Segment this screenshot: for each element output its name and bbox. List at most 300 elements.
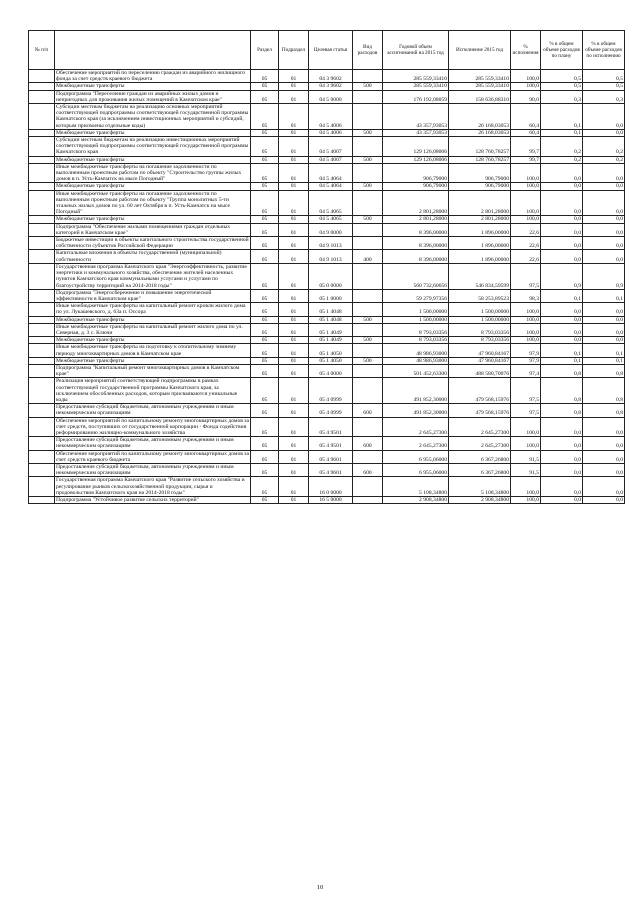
cell-expense-type: 400 — [353, 250, 383, 263]
cell-expense-type — [353, 344, 383, 357]
cell-name: Подпрограмма "Энергосбережение и повышение энергетической эффективности в Камчатском крае" — [55, 289, 251, 302]
cell-execution-percent: 98,3 — [511, 289, 541, 302]
cell-name: Государственная программа Камчатского края "Развитие сельского хозяйства и регулирование рынков сельскохозяйственной продукции, сырья и продовольствия Камчатского края на 2014-2018 годы" — [55, 477, 251, 497]
table-row — [29, 183, 625, 190]
cell-annual-allocation: 48 986,93000 — [383, 344, 449, 357]
cell-expense-type — [353, 450, 383, 463]
header-annual-allocation: Годовой объем ассигнований на 2015 год — [383, 31, 449, 70]
cell-annual-allocation: 560 732,60656 — [383, 263, 449, 289]
cell-num — [29, 156, 55, 163]
cell-num — [29, 90, 55, 103]
table-row — [29, 156, 625, 163]
cell-expense-type: 500 — [353, 156, 383, 163]
cell-razdel: 05 — [251, 337, 279, 344]
cell-name: Предоставление субсидий бюджетным, автономным учреждениям и иным некоммерческим организациям — [55, 463, 251, 476]
cell-podrazdel: 01 — [279, 156, 309, 163]
cell-execution-percent: 100,0 — [511, 337, 541, 344]
cell-name: Государственная программа Камчатского края "Энергоэффективность, развитие энергетики и коммунального хозяйства, обеспечение жителей населенных пунктов Камчатского края коммунальными услугами и услугами по благоустройству территорий на 2014-2018 годы" — [55, 263, 251, 289]
cell-annual-allocation: 491 852,30000 — [383, 404, 449, 417]
cell-expense-type: 500 — [353, 357, 383, 364]
cell-expense-type: 500 — [353, 216, 383, 223]
cell-share-execution: 0,0 — [583, 104, 625, 130]
cell-razdel: 05 — [251, 83, 279, 90]
cell-execution-percent: 90,0 — [511, 90, 541, 103]
cell-share-plan: 0,0 — [541, 183, 583, 190]
cell-share-plan: 0,8 — [541, 404, 583, 417]
cell-execution-percent: 99,7 — [511, 137, 541, 157]
table-row — [29, 316, 625, 323]
cell-execution: 128 760,78257 — [449, 137, 511, 157]
cell-num — [29, 83, 55, 90]
cell-razdel: 05 — [251, 137, 279, 157]
cell-share-plan: 0,2 — [541, 156, 583, 163]
cell-razdel: 05 — [251, 104, 279, 130]
table-row — [29, 83, 625, 90]
cell-target-article: 05 4 9501 — [309, 417, 353, 437]
table-row — [29, 90, 625, 103]
cell-target-article: 04 5 4006 — [309, 129, 353, 136]
cell-target-article: 05 1 4050 — [309, 344, 353, 357]
table-row — [29, 477, 625, 497]
cell-annual-allocation: 6 955,06000 — [383, 450, 449, 463]
cell-execution: 546 834,59599 — [449, 263, 511, 289]
cell-execution-percent: 60,4 — [511, 129, 541, 136]
cell-podrazdel: 01 — [279, 303, 309, 316]
cell-share-execution: 0,1 — [583, 344, 625, 357]
cell-podrazdel: 01 — [279, 437, 309, 450]
cell-razdel: 05 — [251, 90, 279, 103]
cell-podrazdel: 01 — [279, 263, 309, 289]
budget-table — [28, 30, 625, 504]
cell-execution: 1 896,00000 — [449, 237, 511, 250]
cell-annual-allocation: 491 852,30000 — [383, 378, 449, 404]
cell-share-execution: 0,1 — [583, 289, 625, 302]
cell-share-plan: 0,0 — [541, 216, 583, 223]
cell-execution-percent: 91,5 — [511, 450, 541, 463]
cell-execution: 2 645,27300 — [449, 437, 511, 450]
header-execution: Исполнение 2015 год — [449, 31, 511, 70]
cell-annual-allocation: 906,79000 — [383, 163, 449, 183]
cell-share-execution: 0,0 — [583, 223, 625, 236]
table-row — [29, 364, 625, 377]
cell-name: Межбюджетные трансферты — [55, 83, 251, 90]
cell-annual-allocation: 2 645,27300 — [383, 437, 449, 450]
cell-share-execution: 0,8 — [583, 378, 625, 404]
cell-podrazdel: 01 — [279, 323, 309, 336]
cell-name: Субсидии местным бюджетам на реализацию основных мероприятий соответствующей подпрограммы соответствующей государственной программы Камчатского края (за исключением инвестиционных мероприятий и субсидий, которым присвоены отдельные коды) — [55, 104, 251, 130]
cell-target-article: 04 5 4064 — [309, 163, 353, 183]
cell-share-plan: 0,0 — [541, 250, 583, 263]
cell-name: Обеспечение мероприятий по капитальному ремонту многоквартирных домов за счет средств, поступивших от государственной корпорации - Фонда содействия реформированию жилищно-коммунального хозяйства — [56, 417, 249, 436]
cell-podrazdel: 01 — [279, 183, 309, 190]
cell-share-execution: 0,0 — [583, 250, 625, 263]
cell-name: Бюджетные инвестиции в объекты капитального строительства государственной собственности субъектов Российской Федерации — [56, 237, 249, 250]
cell-razdel: 05 — [251, 303, 279, 316]
cell-target-article: 05 0 0000 — [309, 263, 353, 289]
cell-share-plan: 0,8 — [541, 364, 583, 377]
table-row — [29, 237, 625, 250]
cell-num — [29, 497, 55, 504]
cell-num — [29, 263, 55, 289]
cell-execution-percent: 100,0 — [511, 437, 541, 450]
cell-target-article: 05 4 0999 — [309, 404, 353, 417]
header-num: № п/п — [29, 31, 55, 70]
cell-annual-allocation: 8 793,03356 — [383, 323, 449, 336]
cell-target-article: 16 0 0000 — [309, 477, 353, 497]
header-execution-percent: % исполнения — [511, 31, 541, 70]
cell-expense-type: 600 — [353, 463, 383, 476]
cell-share-execution: 0,0 — [583, 323, 625, 336]
cell-podrazdel: 01 — [279, 289, 309, 302]
cell-podrazdel: 01 — [279, 70, 309, 83]
cell-execution: 906,79000 — [449, 163, 511, 183]
cell-target-article: 04 5 0000 — [309, 90, 353, 103]
cell-podrazdel: 01 — [279, 463, 309, 476]
cell-share-plan: 0,3 — [541, 90, 583, 103]
cell-podrazdel: 01 — [279, 497, 309, 504]
cell-num — [29, 404, 55, 417]
cell-razdel: 05 — [251, 404, 279, 417]
cell-target-article: 05 1 4050 — [309, 357, 353, 364]
cell-annual-allocation: 6 955,06000 — [383, 463, 449, 476]
cell-annual-allocation: 59 279,97356 — [383, 289, 449, 302]
cell-name: Межбюджетные трансферты — [55, 216, 251, 223]
header-target-article: Целевая статья — [309, 31, 353, 70]
cell-share-execution: 0,8 — [583, 364, 625, 377]
cell-expense-type — [353, 163, 383, 183]
cell-share-execution: 0,0 — [583, 316, 625, 323]
cell-share-plan: 0,0 — [541, 477, 583, 497]
cell-target-article: 04 5 4006 — [309, 104, 353, 130]
cell-num — [29, 437, 55, 450]
cell-share-plan: 0,0 — [541, 497, 583, 504]
table-row — [29, 129, 625, 136]
cell-num — [29, 129, 55, 136]
cell-share-execution: 0,0 — [583, 163, 625, 183]
cell-podrazdel: 01 — [279, 216, 309, 223]
cell-execution: 906,79000 — [449, 183, 511, 190]
table-row — [29, 437, 625, 450]
cell-target-article: 04 3 9602 — [309, 70, 353, 83]
cell-name: Иные межбюджетные трансферты на капитальный ремонт жилого дома по ул. Северная, д. 3 с. Ключи — [55, 323, 251, 336]
cell-podrazdel: 01 — [279, 237, 309, 250]
cell-execution-percent: 97,9 — [511, 357, 541, 364]
cell-num — [29, 417, 55, 437]
cell-annual-allocation: 48 986,93000 — [383, 357, 449, 364]
table-row — [29, 104, 625, 130]
table-row — [29, 190, 625, 216]
cell-num — [29, 364, 55, 377]
cell-expense-type — [353, 364, 383, 377]
cell-execution: 158 636,88310 — [449, 90, 511, 103]
cell-target-article: 04 9 0000 — [309, 223, 353, 236]
cell-podrazdel: 01 — [279, 337, 309, 344]
cell-name: Подпрограмма "Капитальный ремонт многоквартирных домов в Камчатском крае" — [55, 364, 251, 377]
cell-execution-percent: 97,5 — [511, 378, 541, 404]
cell-target-article: 04 3 9602 — [309, 83, 353, 90]
table-row — [29, 337, 625, 344]
cell-num — [29, 250, 55, 263]
cell-annual-allocation: 2 801,28000 — [383, 190, 449, 216]
cell-execution-percent: 22,6 — [511, 250, 541, 263]
cell-share-execution: 0,5 — [583, 70, 625, 83]
cell-annual-allocation: 1 500,00000 — [383, 303, 449, 316]
cell-share-plan: 0,0 — [541, 463, 583, 476]
cell-num — [29, 104, 55, 130]
cell-razdel: 05 — [251, 323, 279, 336]
cell-name: Капитальные вложения в объекты государственной (муниципальной) собственности — [55, 250, 251, 263]
cell-razdel: 05 — [251, 378, 279, 404]
table-row — [29, 323, 625, 336]
cell-expense-type: 600 — [353, 404, 383, 417]
cell-share-execution: 0,0 — [583, 237, 625, 250]
cell-execution: 1 896,00000 — [449, 223, 511, 236]
cell-execution-percent: 100,0 — [511, 70, 541, 83]
header-share-execution: % в общем объеме расходов по исполнению — [583, 31, 625, 70]
cell-execution-percent: 100,0 — [511, 477, 541, 497]
cell-target-article: 04 5 4065 — [309, 190, 353, 216]
cell-annual-allocation: 501 452,63300 — [383, 364, 449, 377]
cell-razdel: 05 — [251, 477, 279, 497]
cell-target-article: 16 5 0000 — [309, 497, 353, 504]
cell-share-plan: 0,1 — [541, 344, 583, 357]
cell-num — [29, 190, 55, 216]
cell-razdel: 05 — [251, 450, 279, 463]
cell-execution-percent: 100,0 — [511, 190, 541, 216]
cell-expense-type — [353, 90, 383, 103]
cell-expense-type: 500 — [353, 316, 383, 323]
cell-share-execution: 0,0 — [583, 129, 625, 136]
cell-execution: 2 908,34800 — [449, 497, 511, 504]
cell-podrazdel: 01 — [279, 450, 309, 463]
cell-expense-type — [353, 70, 383, 83]
cell-name: Межбюджетные трансферты — [55, 316, 251, 323]
cell-num — [29, 163, 55, 183]
cell-share-plan: 0,0 — [541, 190, 583, 216]
cell-annual-allocation: 43 357,93053 — [383, 104, 449, 130]
cell-name: Межбюджетные трансферты — [55, 156, 251, 163]
cell-share-execution: 0,3 — [583, 90, 625, 103]
cell-annual-allocation: 285 559,33410 — [383, 83, 449, 90]
table-row — [29, 463, 625, 476]
table-row — [29, 450, 625, 463]
cell-expense-type — [353, 378, 383, 404]
cell-target-article: 05 1 4048 — [309, 316, 353, 323]
cell-num — [29, 316, 55, 323]
cell-podrazdel: 01 — [279, 137, 309, 157]
cell-annual-allocation: 8 793,03356 — [383, 337, 449, 344]
cell-razdel: 05 — [251, 129, 279, 136]
cell-share-execution: 0,0 — [583, 477, 625, 497]
cell-num — [29, 223, 55, 236]
cell-name: Межбюджетные трансферты — [55, 129, 251, 136]
table-row — [29, 263, 625, 289]
cell-target-article: 04 9 1013 — [309, 250, 353, 263]
cell-name: Предоставление субсидий бюджетным, автономным учреждениям и иным некоммерческим организациям — [55, 404, 251, 417]
header-share-plan: % в общем объеме расходов по плану — [541, 31, 583, 70]
cell-expense-type — [353, 263, 383, 289]
cell-execution: 479 568,15976 — [449, 404, 511, 417]
cell-razdel: 05 — [251, 316, 279, 323]
cell-razdel: 05 — [251, 163, 279, 183]
cell-target-article: 05 1 0000 — [309, 289, 353, 302]
cell-podrazdel: 01 — [279, 163, 309, 183]
cell-share-plan: 0,0 — [541, 237, 583, 250]
cell-target-article: 05 4 9601 — [309, 463, 353, 476]
cell-share-plan: 0,0 — [541, 316, 583, 323]
cell-execution: 5 108,34800 — [449, 477, 511, 497]
cell-razdel: 05 — [251, 289, 279, 302]
cell-share-execution: 0,0 — [583, 497, 625, 504]
cell-execution-percent: 22,6 — [511, 223, 541, 236]
cell-annual-allocation: 2 908,34800 — [383, 497, 449, 504]
cell-share-execution: 0,0 — [583, 183, 625, 190]
cell-execution-percent: 97,5 — [511, 263, 541, 289]
cell-razdel: 05 — [251, 263, 279, 289]
cell-share-plan: 0,0 — [541, 163, 583, 183]
cell-name: Обеспечение мероприятий по капитальному ремонту многоквартирных домов за счет средств краевого бюджета — [56, 450, 249, 463]
cell-num — [29, 70, 55, 83]
cell-podrazdel: 01 — [279, 316, 309, 323]
cell-share-execution: 0,8 — [583, 404, 625, 417]
cell-target-article: 04 5 4065 — [309, 216, 353, 223]
cell-share-plan: 0,1 — [541, 104, 583, 130]
cell-execution-percent: 97,4 — [511, 364, 541, 377]
cell-execution-percent: 97,5 — [511, 404, 541, 417]
cell-share-plan: 0,1 — [541, 357, 583, 364]
cell-share-execution: 0,0 — [583, 303, 625, 316]
cell-execution-percent: 100,0 — [511, 497, 541, 504]
cell-num — [29, 450, 55, 463]
cell-expense-type — [353, 137, 383, 157]
cell-execution: 1 500,00000 — [449, 316, 511, 323]
cell-share-execution: 0,2 — [583, 137, 625, 157]
cell-execution: 2 801,28000 — [449, 190, 511, 216]
cell-target-article: 05 1 4049 — [309, 337, 353, 344]
cell-podrazdel: 01 — [279, 357, 309, 364]
cell-share-plan: 0,1 — [541, 289, 583, 302]
cell-razdel: 05 — [251, 417, 279, 437]
cell-execution-percent: 100,0 — [511, 316, 541, 323]
cell-name: Иные межбюджетные трансферты на погашение задолженности по выполненным проектным работам по объекту "Группа монолитных 5-ти этажных жилых домов по ул. 60 лет Октября в п. Усть-Камчатск на мысе Погодный" — [55, 190, 251, 216]
cell-share-plan: 0,0 — [541, 223, 583, 236]
cell-name: Подпрограмма "Переселение граждан из аварийных жилых домов и непригодных для проживания жилых помещений в Камчатском крае" — [55, 90, 251, 103]
cell-razdel: 05 — [251, 357, 279, 364]
cell-podrazdel: 01 — [279, 190, 309, 216]
cell-annual-allocation: 285 559,33410 — [383, 70, 449, 83]
cell-execution: 1 896,00000 — [449, 250, 511, 263]
cell-share-plan: 0,0 — [541, 337, 583, 344]
cell-num — [29, 137, 55, 157]
cell-execution: 2 801,28000 — [449, 216, 511, 223]
cell-share-execution: 0,0 — [583, 417, 625, 437]
cell-share-plan: 0,8 — [541, 378, 583, 404]
cell-execution-percent: 100,0 — [511, 83, 541, 90]
cell-razdel: 05 — [251, 237, 279, 250]
cell-execution: 6 367,26800 — [449, 463, 511, 476]
cell-num — [29, 357, 55, 364]
cell-num — [29, 463, 55, 476]
table-row — [29, 163, 625, 183]
cell-razdel: 05 — [251, 437, 279, 450]
cell-name: Обеспечение мероприятий по переселению граждан из аварийного жилищного фонда за счет средств краевого бюджета — [55, 70, 251, 83]
cell-razdel: 05 — [251, 463, 279, 476]
header-name — [55, 31, 251, 70]
cell-name: Иные межбюджетные трансферты на подготовку к отопительному зимнему периоду многоквартирных домов в Камчатском крае — [55, 344, 251, 357]
cell-expense-type — [353, 289, 383, 302]
table-row — [29, 417, 625, 437]
cell-expense-type: 500 — [353, 129, 383, 136]
cell-podrazdel: 01 — [279, 83, 309, 90]
cell-podrazdel: 01 — [279, 104, 309, 130]
cell-execution: 128 760,78257 — [449, 156, 511, 163]
table-row — [29, 289, 625, 302]
table-row — [29, 497, 625, 504]
cell-annual-allocation: 5 108,34800 — [383, 477, 449, 497]
header-razdel: Раздел — [251, 31, 279, 70]
cell-annual-allocation: 43 357,93053 — [383, 129, 449, 136]
cell-razdel: 05 — [251, 216, 279, 223]
cell-razdel: 05 — [251, 70, 279, 83]
cell-target-article: 05 1 4048 — [309, 303, 353, 316]
cell-podrazdel: 01 — [279, 477, 309, 497]
cell-expense-type — [353, 497, 383, 504]
cell-share-plan: 0,0 — [541, 437, 583, 450]
cell-annual-allocation: 129 126,08006 — [383, 156, 449, 163]
cell-podrazdel: 01 — [279, 129, 309, 136]
cell-num — [29, 323, 55, 336]
cell-share-plan: 0,9 — [541, 263, 583, 289]
cell-num — [29, 216, 55, 223]
cell-target-article: 04 5 4007 — [309, 156, 353, 163]
cell-execution: 47 960,84167 — [449, 344, 511, 357]
cell-execution-percent: 99,7 — [511, 156, 541, 163]
cell-execution: 8 793,03356 — [449, 337, 511, 344]
cell-share-execution: 0,0 — [583, 450, 625, 463]
table-header-row — [29, 31, 625, 70]
cell-execution-percent: 100,0 — [511, 163, 541, 183]
cell-num — [29, 303, 55, 316]
cell-num — [29, 237, 55, 250]
cell-share-execution: 0,5 — [583, 83, 625, 90]
table-row — [29, 223, 625, 236]
cell-podrazdel: 01 — [279, 223, 309, 236]
cell-annual-allocation: 2 801,28000 — [383, 216, 449, 223]
cell-execution-percent: 100,0 — [511, 323, 541, 336]
cell-target-article: 05 1 4049 — [309, 323, 353, 336]
cell-name: Подпрограмма "Обеспечение жилыми помещениями граждан отдельных категорий в Камчатском крае" — [55, 223, 251, 236]
table-row — [29, 344, 625, 357]
cell-razdel: 05 — [251, 497, 279, 504]
cell-target-article: 05 4 0000 — [309, 364, 353, 377]
cell-share-plan: 0,1 — [541, 129, 583, 136]
cell-name: Реализация мероприятий соответствующей подпрограммы в рамках соответствующей государственной программы Камчатского края, за исключением обособленных расходов, которым присваиваются уникальные коды — [55, 378, 251, 404]
table-row — [29, 137, 625, 157]
table-body — [29, 70, 625, 504]
table-row — [29, 378, 625, 404]
cell-num — [29, 378, 55, 404]
cell-podrazdel: 01 — [279, 250, 309, 263]
cell-name: Межбюджетные трансферты — [55, 337, 251, 344]
page-number: 10 — [316, 884, 324, 891]
cell-name: Подпрограмма "Устойчивое развитие сельских территорий" — [55, 497, 251, 504]
cell-execution-percent: 97,9 — [511, 344, 541, 357]
cell-expense-type — [353, 104, 383, 130]
cell-name: Межбюджетные трансферты — [55, 183, 251, 190]
cell-execution-percent: 91,5 — [511, 463, 541, 476]
cell-expense-type: 500 — [353, 183, 383, 190]
cell-expense-type — [353, 237, 383, 250]
